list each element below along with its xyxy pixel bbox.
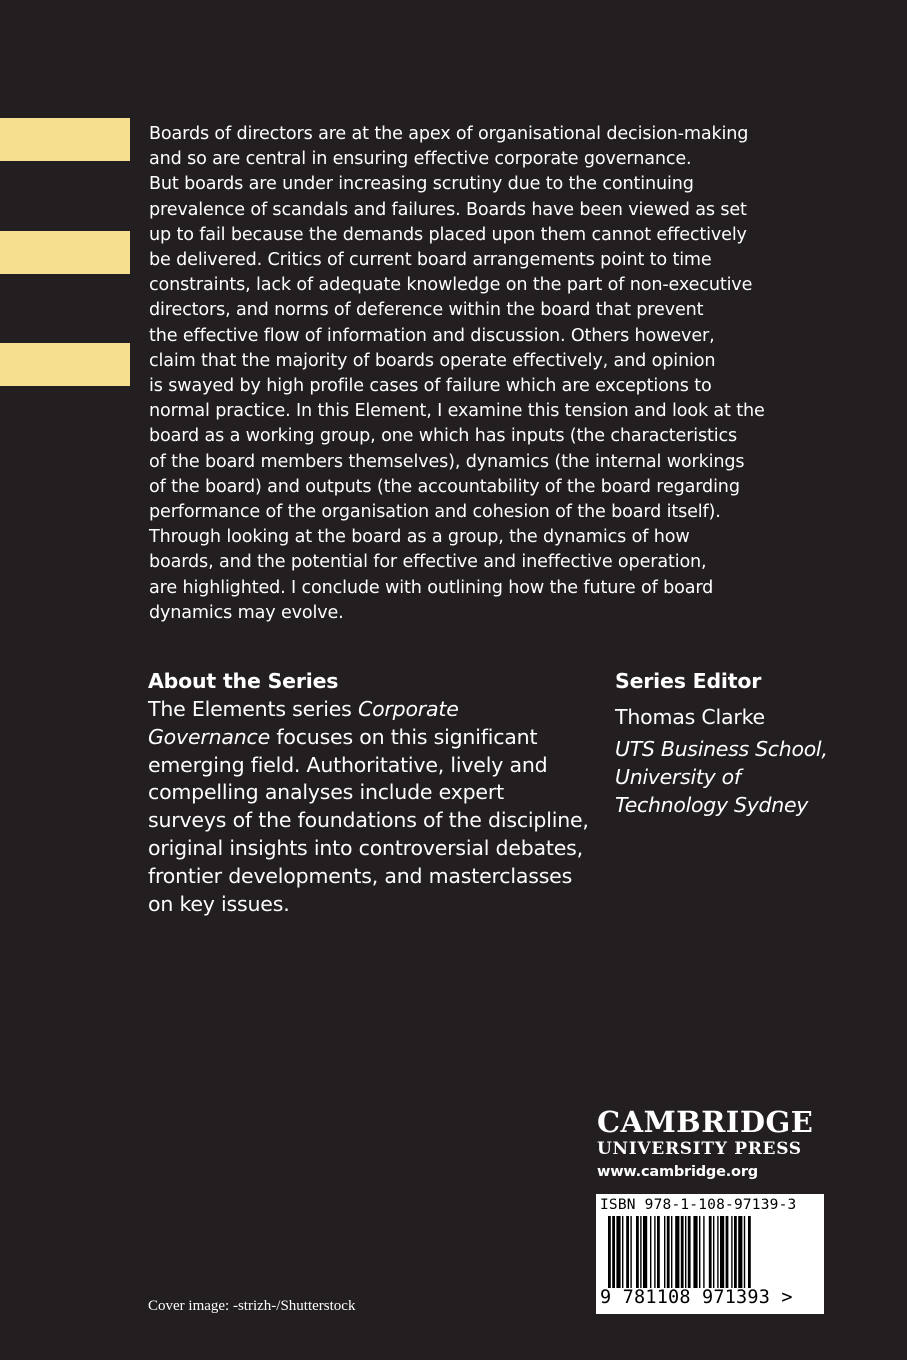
- barcode-bar: [650, 1216, 651, 1288]
- about-line: surveys of the foundations of the discipline,: [148, 808, 589, 833]
- description-line: normal practice. In this Element, I examine this tension and look at the: [149, 401, 765, 422]
- description-line: But boards are under increasing scrutiny due to the continuing: [149, 174, 694, 195]
- about-series-section: [148, 666, 598, 918]
- barcode-bar: [713, 1216, 714, 1288]
- publisher-url: www.cambridge.org: [597, 1164, 758, 1180]
- accent-bar-middle: [0, 231, 130, 274]
- affiliation-line: UTS Business School,: [615, 737, 828, 761]
- description-line: is swayed by high profile cases of failure which are exceptions to: [149, 376, 712, 397]
- about-line: compelling analyses include expert: [148, 780, 504, 805]
- about-line: original insights into controversial debates,: [148, 835, 583, 860]
- barcode-bar: [616, 1216, 620, 1288]
- barcode-bar: [734, 1216, 737, 1288]
- publisher-subname: UNIVERSITY PRESS: [597, 1139, 802, 1159]
- cover-image-credit: Cover image: -strizh-/Shutterstock: [148, 1298, 356, 1314]
- barcode-bar: [640, 1216, 641, 1288]
- description-line: and so are central in ensuring effective corporate governance.: [149, 149, 692, 170]
- editor-name: Thomas Clarke: [615, 705, 765, 729]
- barcode-bar: [612, 1216, 615, 1288]
- about-line: [148, 696, 598, 724]
- isbn-barcode: [596, 1194, 824, 1314]
- about-series-heading: About the Series: [148, 669, 339, 693]
- publisher-logo: [597, 1105, 827, 1183]
- description-line: claim that the majority of boards operate effectively, and opinion: [149, 350, 716, 371]
- barcode-bars: [606, 1216, 802, 1290]
- publisher-name: CAMBRIDGE: [597, 1105, 814, 1139]
- barcode-bar: [703, 1216, 704, 1288]
- isbn-digits: 9 781108 971393 >: [600, 1287, 793, 1308]
- barcode-bar: [748, 1216, 751, 1288]
- barcode-bar: [643, 1216, 647, 1288]
- description-line: up to fail because the demands placed upon them cannot effectively: [149, 224, 747, 245]
- series-editor-section: [615, 666, 875, 819]
- series-title-part: Corporate: [357, 697, 459, 721]
- about-line: on key issues.: [148, 891, 290, 916]
- barcode-bar: [671, 1216, 672, 1288]
- barcode-bar: [688, 1216, 691, 1288]
- accent-bar-bottom: [0, 343, 130, 386]
- accent-bar-top: [0, 118, 130, 161]
- editor-affiliation: [615, 735, 875, 819]
- affiliation-line: University of: [615, 765, 741, 789]
- barcode-bar: [664, 1216, 665, 1288]
- barcode-bar: [699, 1216, 700, 1288]
- barcode-bar: [657, 1216, 660, 1288]
- barcode-bar: [630, 1216, 631, 1288]
- description-line: directors, and norms of deference within the board that prevent: [149, 300, 704, 321]
- description-line: of the board) and outputs (the accountability of the board regarding: [149, 476, 740, 497]
- description-line: the effective flow of information and discussion. Others however,: [149, 325, 715, 346]
- book-description: [149, 122, 839, 626]
- series-editor-heading: Series Editor: [615, 669, 762, 693]
- description-line: boards, and the potential for effective and ineffective operation,: [149, 552, 707, 573]
- barcode-bar: [622, 1216, 623, 1288]
- description-line: dynamics may evolve.: [149, 602, 344, 623]
- about-series-text: [148, 696, 598, 918]
- barcode-bar: [667, 1216, 670, 1288]
- barcode-bar: [675, 1216, 679, 1288]
- description-line: Boards of directors are at the apex of organisational decision-making: [149, 124, 749, 144]
- series-title-part: Governance: [148, 724, 271, 749]
- barcode-bar: [654, 1216, 655, 1288]
- about-line: emerging field. Authoritative, lively and: [148, 752, 548, 777]
- barcode-bar: [720, 1216, 724, 1288]
- isbn-label: ISBN 978-1-108-97139-3: [600, 1197, 797, 1213]
- about-line-text: The Elements series: [148, 697, 358, 721]
- description-line: board as a working group, one which has inputs (the characteristics: [149, 426, 738, 447]
- barcode-bar: [626, 1216, 629, 1288]
- barcode-bar: [717, 1216, 718, 1288]
- description-line: prevalence of scandals and failures. Boards have been viewed as set: [149, 199, 747, 220]
- description-line: Through looking at the board as a group, the dynamics of how: [149, 527, 690, 548]
- barcode-bar: [685, 1216, 686, 1288]
- description-line: of the board members themselves), dynamics (the internal workings: [149, 451, 745, 472]
- description-line: are highlighted. I conclude with outlining how the future of board: [149, 577, 714, 598]
- barcode-bar: [738, 1216, 742, 1288]
- about-line: [148, 724, 598, 752]
- barcode-bar: [608, 1216, 611, 1288]
- description-line: constraints, lack of adequate knowledge on the part of non-executive: [149, 275, 753, 296]
- barcode-bar: [744, 1216, 745, 1288]
- barcode-bar: [636, 1216, 639, 1288]
- about-line: frontier developments, and masterclasses: [148, 863, 573, 888]
- barcode-bar: [681, 1216, 684, 1288]
- barcode-bar: [709, 1216, 712, 1288]
- description-line: be delivered. Critics of current board arrangements point to time: [149, 250, 712, 271]
- affiliation-line: Technology Sydney: [615, 793, 809, 817]
- barcode-bar: [731, 1216, 732, 1288]
- barcode-bar: [726, 1216, 729, 1288]
- description-line: performance of the organisation and cohesion of the board itself).: [149, 502, 721, 523]
- barcode-bar: [693, 1216, 697, 1288]
- about-line-text: focuses on this significant: [270, 724, 538, 749]
